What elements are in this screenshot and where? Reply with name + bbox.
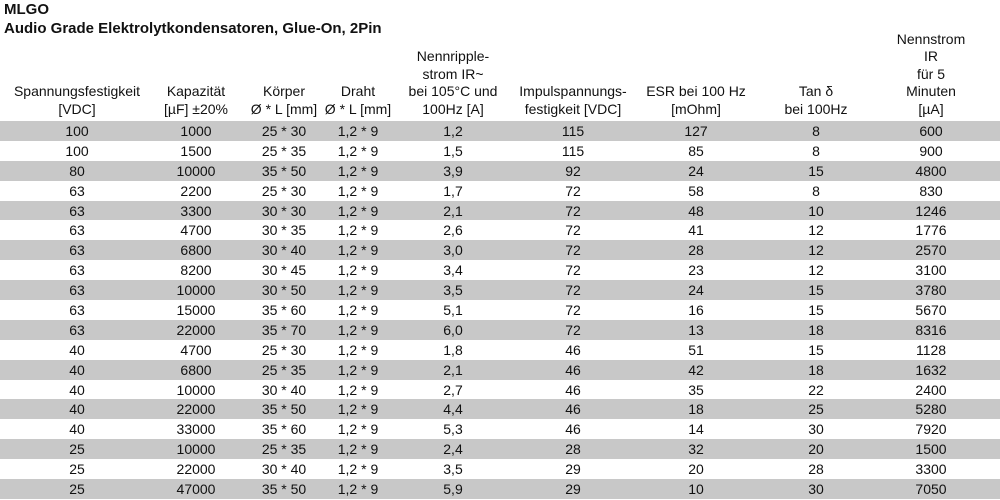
cell-ripple: 1,7 — [443, 182, 463, 199]
cell-surge: 72 — [565, 282, 581, 299]
cell-tan: 8 — [812, 123, 820, 139]
cell-surge: 92 — [565, 162, 581, 179]
cell-surge: 72 — [565, 202, 581, 219]
cell-voltage: 40 — [69, 421, 85, 438]
cell-voltage: 63 — [69, 222, 85, 239]
cell-voltage: 63 — [69, 321, 85, 338]
cell-body: 35 * 70 — [261, 321, 307, 338]
cell-esr: 13 — [688, 321, 704, 338]
table-row — [0, 399, 1000, 419]
table-row — [0, 459, 1000, 479]
cell-surge: 72 — [565, 302, 581, 319]
cell-capacitance: 1500 — [180, 142, 212, 159]
table-row — [0, 260, 1000, 280]
cell-surge: 46 — [565, 401, 581, 418]
cell-tan: 8 — [812, 142, 820, 159]
cell-capacitance: 4700 — [180, 222, 212, 239]
page-title: MLGO — [4, 1, 49, 18]
cell-wire: 1,2 * 9 — [337, 302, 379, 319]
table-row — [0, 479, 1000, 499]
cell-body: 25 * 30 — [261, 341, 307, 358]
cell-voltage: 63 — [69, 202, 85, 219]
cell-body: 35 * 50 — [261, 401, 307, 418]
cell-wire: 1,2 * 9 — [337, 341, 379, 358]
cell-body: 30 * 50 — [261, 282, 307, 299]
cell-leakage: 3300 — [915, 461, 947, 478]
cell-leakage: 900 — [919, 142, 943, 159]
cell-leakage: 1128 — [915, 341, 947, 358]
cell-voltage: 40 — [69, 341, 85, 358]
cell-leakage: 2570 — [915, 242, 947, 259]
column-header-leakage: Nennstrom IR für 5 Minuten [µA] — [896, 30, 966, 117]
cell-esr: 20 — [688, 461, 704, 478]
column-header-voltage: Spannungsfestigkeit [VDC] — [13, 83, 141, 117]
cell-ripple: 1,2 — [443, 123, 463, 139]
cell-leakage: 5670 — [915, 302, 947, 319]
data-table-body — [0, 121, 1000, 499]
cell-leakage: 2400 — [915, 381, 947, 398]
cell-surge: 46 — [565, 361, 581, 378]
cell-wire: 1,2 * 9 — [337, 262, 379, 279]
cell-surge: 115 — [561, 142, 585, 159]
column-header-surge: Impulspannungs- festigkeit [VDC] — [519, 83, 627, 117]
cell-capacitance: 10000 — [176, 441, 216, 458]
cell-capacitance: 10000 — [176, 162, 216, 179]
cell-wire: 1,2 * 9 — [337, 242, 379, 259]
cell-voltage: 80 — [69, 162, 85, 179]
cell-tan: 25 — [808, 401, 824, 418]
cell-leakage: 3780 — [915, 282, 947, 299]
cell-esr: 85 — [688, 142, 704, 159]
cell-surge: 72 — [565, 182, 581, 199]
cell-wire: 1,2 * 9 — [337, 441, 379, 458]
cell-esr: 42 — [688, 361, 704, 378]
table-row — [0, 201, 1000, 221]
cell-capacitance: 22000 — [176, 321, 216, 338]
table-row — [0, 280, 1000, 300]
cell-body: 35 * 50 — [261, 162, 307, 179]
cell-leakage: 1246 — [915, 202, 947, 219]
cell-esr: 23 — [688, 262, 704, 279]
cell-leakage: 8316 — [915, 321, 947, 338]
cell-ripple: 2,1 — [443, 361, 463, 378]
cell-voltage: 40 — [69, 381, 85, 398]
cell-leakage: 7050 — [915, 481, 947, 498]
cell-ripple: 1,8 — [443, 341, 463, 358]
cell-voltage: 63 — [69, 262, 85, 279]
cell-body: 30 * 40 — [261, 242, 307, 259]
cell-tan: 18 — [808, 321, 824, 338]
cell-ripple: 3,9 — [443, 162, 463, 179]
cell-capacitance: 1000 — [180, 123, 212, 139]
cell-capacitance: 3300 — [180, 202, 212, 219]
cell-voltage: 63 — [69, 182, 85, 199]
cell-esr: 10 — [688, 481, 704, 498]
table-row — [0, 300, 1000, 320]
cell-voltage: 63 — [69, 242, 85, 259]
cell-voltage: 40 — [69, 361, 85, 378]
column-header-wire: Draht Ø * L [mm] — [324, 83, 392, 117]
table-row — [0, 181, 1000, 201]
cell-wire: 1,2 * 9 — [337, 123, 379, 139]
column-header-ripple: Nennripple- strom IR~ bei 105°C und 100Hz [A] — [408, 48, 498, 117]
cell-voltage: 63 — [69, 282, 85, 299]
cell-body: 25 * 35 — [261, 142, 307, 159]
cell-voltage: 25 — [69, 441, 85, 458]
cell-tan: 30 — [808, 421, 824, 438]
cell-tan: 20 — [808, 441, 824, 458]
cell-tan: 15 — [808, 282, 824, 299]
cell-ripple: 4,4 — [443, 401, 463, 418]
cell-leakage: 1500 — [915, 441, 947, 458]
cell-body: 25 * 30 — [261, 182, 307, 199]
cell-wire: 1,2 * 9 — [337, 321, 379, 338]
cell-capacitance: 4700 — [180, 341, 212, 358]
cell-voltage: 100 — [65, 123, 89, 139]
cell-esr: 14 — [688, 421, 704, 438]
cell-leakage: 600 — [919, 123, 943, 139]
cell-capacitance: 22000 — [176, 461, 216, 478]
cell-ripple: 5,1 — [443, 302, 463, 319]
cell-tan: 18 — [808, 361, 824, 378]
cell-capacitance: 10000 — [176, 282, 216, 299]
cell-wire: 1,2 * 9 — [337, 361, 379, 378]
cell-capacitance: 6800 — [180, 242, 212, 259]
cell-voltage: 100 — [65, 142, 89, 159]
cell-ripple: 2,4 — [443, 441, 463, 458]
cell-voltage: 63 — [69, 302, 85, 319]
cell-wire: 1,2 * 9 — [337, 222, 379, 239]
cell-surge: 72 — [565, 321, 581, 338]
table-row — [0, 380, 1000, 400]
cell-body: 30 * 30 — [261, 202, 307, 219]
column-header-tan: Tan δ bei 100Hz — [784, 83, 848, 117]
cell-capacitance: 22000 — [176, 401, 216, 418]
page-subtitle: Audio Grade Elektrolytkondensatoren, Glue-On, 2Pin — [4, 20, 382, 37]
cell-capacitance: 15000 — [176, 302, 216, 319]
cell-tan: 28 — [808, 461, 824, 478]
column-header-esr: ESR bei 100 Hz [mOhm] — [646, 83, 746, 117]
cell-wire: 1,2 * 9 — [337, 481, 379, 498]
cell-leakage: 3100 — [915, 262, 947, 279]
cell-leakage: 1776 — [915, 222, 947, 239]
cell-esr: 58 — [688, 182, 704, 199]
cell-ripple: 3,5 — [443, 461, 463, 478]
cell-surge: 72 — [565, 242, 581, 259]
cell-ripple: 2,6 — [443, 222, 463, 239]
table-row — [0, 360, 1000, 380]
cell-esr: 51 — [688, 341, 704, 358]
cell-tan: 15 — [808, 162, 824, 179]
cell-surge: 46 — [565, 421, 581, 438]
cell-wire: 1,2 * 9 — [337, 142, 379, 159]
cell-ripple: 3,5 — [443, 282, 463, 299]
cell-body: 30 * 40 — [261, 461, 307, 478]
cell-leakage: 4800 — [915, 162, 947, 179]
cell-ripple: 5,3 — [443, 421, 463, 438]
cell-capacitance: 2200 — [180, 182, 212, 199]
cell-tan: 15 — [808, 302, 824, 319]
cell-tan: 12 — [808, 222, 824, 239]
cell-surge: 46 — [565, 341, 581, 358]
cell-surge: 46 — [565, 381, 581, 398]
cell-capacitance: 33000 — [176, 421, 216, 438]
table-row — [0, 439, 1000, 459]
cell-wire: 1,2 * 9 — [337, 461, 379, 478]
cell-esr: 41 — [688, 222, 704, 239]
cell-esr: 24 — [688, 162, 704, 179]
table-row — [0, 340, 1000, 360]
cell-leakage: 5280 — [915, 401, 947, 418]
cell-ripple: 3,4 — [443, 262, 463, 279]
cell-leakage: 1632 — [915, 361, 947, 378]
table-row — [0, 161, 1000, 181]
cell-tan: 8 — [812, 182, 820, 199]
cell-capacitance: 47000 — [176, 481, 216, 498]
cell-esr: 127 — [684, 123, 708, 139]
cell-ripple: 2,1 — [443, 202, 463, 219]
cell-body: 30 * 40 — [261, 381, 307, 398]
cell-body: 25 * 30 — [261, 123, 307, 139]
table-row — [0, 121, 1000, 141]
column-header-capacitance: Kapazität [µF] ±20% — [164, 83, 228, 117]
cell-wire: 1,2 * 9 — [337, 401, 379, 418]
cell-voltage: 40 — [69, 401, 85, 418]
cell-esr: 16 — [688, 302, 704, 319]
cell-wire: 1,2 * 9 — [337, 381, 379, 398]
cell-body: 35 * 60 — [261, 421, 307, 438]
cell-surge: 72 — [565, 262, 581, 279]
cell-surge: 29 — [565, 461, 581, 478]
cell-body: 30 * 35 — [261, 222, 307, 239]
cell-capacitance: 6800 — [180, 361, 212, 378]
table-row — [0, 240, 1000, 260]
cell-tan: 30 — [808, 481, 824, 498]
cell-leakage: 830 — [919, 182, 943, 199]
cell-body: 25 * 35 — [261, 441, 307, 458]
cell-wire: 1,2 * 9 — [337, 182, 379, 199]
cell-capacitance: 10000 — [176, 381, 216, 398]
cell-surge: 28 — [565, 441, 581, 458]
column-header-body: Körper Ø * L [mm] — [250, 83, 318, 117]
cell-voltage: 25 — [69, 461, 85, 478]
cell-surge: 72 — [565, 222, 581, 239]
cell-body: 30 * 45 — [261, 262, 307, 279]
table-row — [0, 419, 1000, 439]
cell-capacitance: 8200 — [180, 262, 212, 279]
cell-tan: 12 — [808, 262, 824, 279]
cell-body: 35 * 50 — [261, 481, 307, 498]
cell-voltage: 25 — [69, 481, 85, 498]
cell-ripple: 6,0 — [443, 321, 463, 338]
table-row — [0, 220, 1000, 240]
table-header — [0, 30, 1000, 118]
cell-esr: 28 — [688, 242, 704, 259]
cell-leakage: 7920 — [915, 421, 947, 438]
cell-tan: 15 — [808, 341, 824, 358]
cell-surge: 29 — [565, 481, 581, 498]
cell-ripple: 1,5 — [443, 142, 463, 159]
cell-body: 35 * 60 — [261, 302, 307, 319]
cell-wire: 1,2 * 9 — [337, 162, 379, 179]
cell-esr: 24 — [688, 282, 704, 299]
table-row — [0, 141, 1000, 161]
cell-surge: 115 — [561, 123, 585, 139]
cell-esr: 18 — [688, 401, 704, 418]
cell-body: 25 * 35 — [261, 361, 307, 378]
cell-wire: 1,2 * 9 — [337, 282, 379, 299]
cell-wire: 1,2 * 9 — [337, 202, 379, 219]
cell-esr: 48 — [688, 202, 704, 219]
table-row — [0, 320, 1000, 340]
cell-ripple: 2,7 — [443, 381, 463, 398]
cell-tan: 22 — [808, 381, 824, 398]
cell-wire: 1,2 * 9 — [337, 421, 379, 438]
cell-esr: 35 — [688, 381, 704, 398]
cell-tan: 10 — [808, 202, 824, 219]
cell-esr: 32 — [688, 441, 704, 458]
cell-ripple: 3,0 — [443, 242, 463, 259]
cell-tan: 12 — [808, 242, 824, 259]
cell-ripple: 5,9 — [443, 481, 463, 498]
